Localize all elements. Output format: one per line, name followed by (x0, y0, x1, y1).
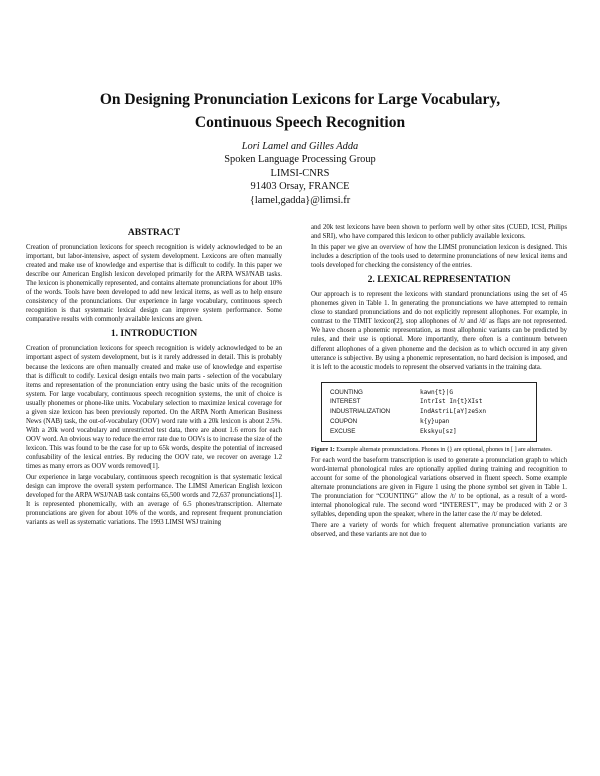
pronunciation-cell: IndAstriL[aY]zeSxn (420, 408, 487, 416)
intro-paragraph-3: and 20k test lexicons have been shown to perform well by other sites (CUED, ICSI, Philips and SRI), who have compared this lexicon to other publicly available lexicons. (311, 224, 567, 241)
lexical-heading: 2. LEXICAL REPRESENTATION (367, 274, 511, 286)
table-row (330, 397, 528, 407)
word-cell: INTEREST (330, 398, 361, 406)
word-cell: INDUSTRIALIZATION (330, 408, 391, 416)
word-cell: EXCUSE (330, 427, 356, 435)
word-cell: COUPON (330, 418, 358, 426)
table-row (330, 427, 528, 437)
pronunciation-cell: kawn{t}|G (420, 388, 454, 396)
abstract-text: Creation of pronunciation lexicons for speech recognition is widely acknowledged to be an important, but labor-intensive, aspect of system development. Lexicons are often manually created and make use of knowledge and expertise that is difficult to codify. In this paper we describe our American English lexicon developed primarily for the ARPA WSJ/NAB tasks. The lexicon is phonemically represented, and contains alternate pronunciations for about 10% of the words. Tools have been developed to add new lexical items, as well as to help ensure consistency of the pronunciations. Our experience in large vocabulary, continuous speech recognition is that systematic lexical design can improve system performance. Some comparative results with commonly available lexicons are given. (26, 244, 282, 324)
paper-title (40, 88, 560, 134)
lexical-paragraph-3: There are a variety of words for which frequent alternative pronunciation variants are observed, and these variants are not due to (311, 521, 567, 539)
title-line-1: On Designing Pronunciation Lexicons for Large Vocabulary, (99, 91, 501, 108)
author-names: Lori Lamel and Gilles Adda (241, 141, 359, 152)
pronunciation-table (330, 388, 528, 437)
figure-1-box (321, 382, 537, 442)
lexical-paragraph-2: For each word the baseform transcription is used to generate a pronunciation graph to which word-internal phonological rules are optionally applied during training and recognition to account for some of the phonological variations observed in fluent speech. Some example alternate pronunciations are given in Figure 1 using the phone symbol set given in Table 1. The pronunciation for “COUNTING” allow the /t/ to be optional, as a result of a word-internal phonological rule. The second word “INTEREST”, may be produced with 2 or 3 syllables, depending upon the speaker, where in the latter case the /t/ may be deleted. (311, 456, 567, 518)
word-cell: COUNTING (330, 388, 363, 396)
author-lab: LIMSI-CNRS (270, 167, 330, 179)
pronunciation-cell: k{y}upan (420, 418, 450, 426)
author-group: Spoken Language Processing Group (224, 154, 376, 166)
pronunciation-cell: Ekskyu[sz] (420, 427, 457, 435)
title-line-2: Continuous Speech Recognition (194, 114, 406, 131)
left-column (26, 227, 282, 529)
intro-paragraph-1: Creation of pronunciation lexicons for speech recognition is widely acknowledged to be an important aspect of system development, but is it rarely addressed in detail. This is probably because the lexicons are often manually created and make use of knowledge and expertise that is difficult to codify. Lexical design entails two main parts - selection of the vocabulary items and representation of the pronunciation entry using the basic units of the recognition system. For large vocabulary, continuous speech recognition systems, the unit of choice is usually phonemes or phone-like units. Vocabulary selection to maximize lexical coverage for a given size lexicon has been previously reported. On the ARPA North American Business News (NAB) task, the out-of-vocabulary (OOV) word rate with a 20k lexicon is about 2.5%. With a 20k word vocabulary and unrestricted test data, there are about 1.6 errors for each OOV word. An obvious way to reduce the error rate due to OOVs is to increase the size of the lexicon. This was found to be the case for up to 65k words, despite the potential of increased confusability of the lexical entries. By reducing the OOV rate, we recover on average 1.2 times as many errors as OOV words removed[1]. (26, 345, 282, 471)
lexical-paragraph-1: Our approach is to represent the lexicons with standard pronunciations using the set of 45 phonemes given in Table 1. In generating the pronunciations we have attempted to remain close to standard pronunciations and do not explicitly represent allophones. For example, in contrast to the TIMIT lexicon[2], stop allophones of /t/ and /d/ as flaps are not represented. We have chosen a phonemic representation, as most allophonic variants can be predicted by rules, and their use is optional. More importantly, there often is a continuum between different allophones of a given phoneme and the decision as to which occured in any given utterance is subjective. By using a phonemic representation, no hard decision is imposed, and it is left to the acoustic models to represent the observed variants in the training data. (311, 291, 567, 371)
caption-label: Figure 1: (311, 446, 335, 453)
introduction-heading: 1. INTRODUCTION (110, 328, 198, 340)
pronunciation-cell: IntrIst In{t}XIst (420, 398, 483, 406)
author-block (150, 140, 450, 207)
abstract-heading: ABSTRACT (127, 227, 181, 238)
author-email: {lamel,gadda}@limsi.fr (249, 194, 351, 206)
caption-text: Example alternate pronunciations. Phones in {} are optional, phones in [ ] are alternates. (336, 446, 552, 453)
intro-paragraph-2: Our experience in large vocabulary, continuous speech recognition is that systematic lexical design can improve the overall system performance. The LIMSI American English lexicon developed for the ARPA WSJ/NAB task contains 65,500 words and 72,637 pronunciations[1]. It is represented phonemically, with an average of 6.5 phones/transcription. Alternate pronunciations are given for about 10% of the words, and represent frequent pronunciation variants as well as systematic variations. The 1993 LIMSI WSJ training (26, 474, 282, 527)
figure-1-caption (311, 446, 567, 454)
table-row (330, 388, 528, 398)
table-row (330, 407, 528, 417)
intro-paragraph-4: In this paper we give an overview of how the LIMSI pronunciation lexicon is designed. This includes a description of the tools used to determine pronunciations of new lexical items and tools developed for checking the consistency of the entries. (311, 244, 567, 270)
author-address: 91403 Orsay, FRANCE (250, 181, 350, 193)
right-column (311, 223, 567, 541)
table-row (330, 417, 528, 427)
